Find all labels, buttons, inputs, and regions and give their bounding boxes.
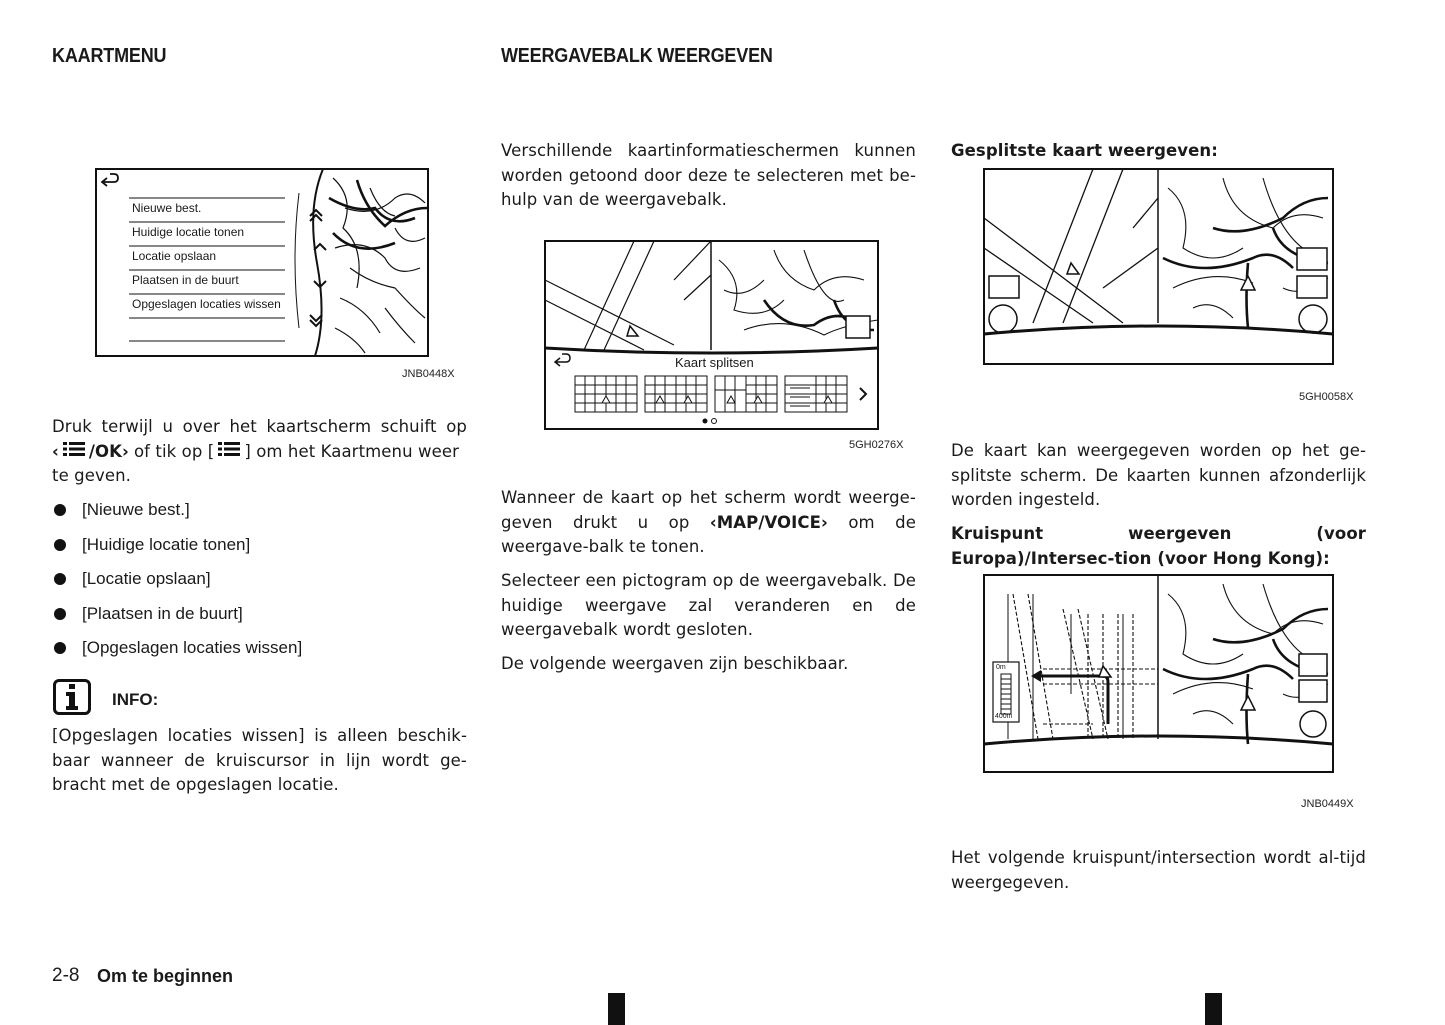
footer-section-title: Om te beginnen — [97, 966, 234, 986]
intersection-figure — [983, 574, 1335, 774]
list-menu-icon — [63, 440, 85, 465]
split-map-description: De kaart kan weergegeven worden op het ge-splitste scherm. De kaarten kunnen afzonderlijk worden ingesteld. — [951, 441, 1366, 509]
list-item: [Plaatsen in de buurt] — [52, 604, 302, 639]
intro-key-ok: /OK› — [88, 441, 129, 461]
info-label: INFO: — [112, 690, 159, 709]
menu-item-current-location[interactable]: Huidige locatie tonen — [132, 225, 245, 239]
page-number: 2-8 — [52, 965, 80, 986]
figure-label-jnb0449x: JNB0449X — [1301, 798, 1354, 810]
weergavebalk-available: De volgende weergaven zijn beschikbaar. — [501, 654, 849, 673]
intro-end: ] om het Kaartmenu weer — [244, 441, 460, 461]
info-text: [Opgeslagen locaties wissen] is alleen beschik-baar wanneer de kruiscursor in lijn wordt ge-bracht met de opgeslagen locatie. — [52, 726, 467, 794]
intro-mid: of tik op [ — [133, 441, 215, 461]
figure-label-5gh0276x: 5GH0276X — [849, 439, 904, 451]
figure-label-5gh0058x: 5GH0058X — [1299, 391, 1354, 403]
display-bar-title: Kaart splitsen — [675, 355, 754, 370]
figure-label-jnb0448x: JNB0448X — [402, 368, 455, 380]
menu-item-new-destination[interactable]: Nieuwe best. — [132, 201, 202, 215]
instruction-end: om de weergave-balk te tonen. — [501, 512, 916, 556]
display-bar-figure — [544, 240, 880, 432]
weergavebalk-select: Selecteer een pictogram op de weergavebalk. De huidige weergave zal veranderen en de weergavebalk wordt gesloten. — [501, 571, 916, 639]
intro-paragraph — [52, 415, 467, 489]
menu-options-list — [52, 500, 302, 673]
page-edge-marker — [1205, 993, 1222, 1025]
menu-item-delete-saved[interactable]: Opgeslagen locaties wissen — [132, 297, 281, 311]
list-item: [Locatie opslaan] — [52, 569, 302, 604]
menu-item-nearby-places[interactable]: Plaatsen in de buurt — [132, 273, 239, 287]
intro-line-2 — [52, 440, 467, 465]
intro-line-3: te geven. — [52, 466, 132, 485]
section-heading-kaartmenu: KAARTMENU — [52, 45, 167, 67]
list-menu-icon-2 — [218, 440, 240, 465]
weergavebalk-intro: Verschillende kaartinformatieschermen kunnen worden getoond door deze te selecteren met be-hulp van de weergavebalk. — [501, 141, 916, 209]
subheading-intersection: Kruispunt weergeven (voor Europa)/Intersec-tion (voor Hong Kong): — [951, 524, 1366, 568]
map-menu-figure — [95, 168, 430, 358]
intro-key-left: ‹ — [52, 441, 59, 461]
map-voice-key: ‹MAP/VOICE› — [709, 512, 828, 532]
scale-bottom-label: 400m — [995, 713, 1013, 720]
list-item: [Nieuwe best.] — [52, 500, 302, 535]
scale-top-label: 0m — [996, 664, 1006, 671]
list-item: [Huidige locatie tonen] — [52, 535, 302, 570]
split-map-figure — [983, 168, 1335, 366]
subheading-split-map: Gesplitste kaart weergeven: — [951, 141, 1218, 160]
weergavebalk-instruction — [501, 486, 916, 560]
instruction-start: Wanneer de kaart op het scherm wordt weerge-geven drukt u op — [501, 488, 916, 532]
intersection-description: Het volgende kruispunt/intersection wordt al-tijd weergegeven. — [951, 848, 1366, 892]
info-icon — [53, 679, 91, 715]
list-item: [Opgeslagen locaties wissen] — [52, 638, 302, 673]
intro-line-1: Druk terwijl u over het kaartscherm schuift op — [52, 417, 467, 436]
menu-item-save-location[interactable]: Locatie opslaan — [132, 249, 217, 263]
page-edge-marker — [608, 993, 625, 1025]
section-heading-weergavebalk: WEERGAVEBALK WEERGEVEN — [501, 45, 773, 67]
